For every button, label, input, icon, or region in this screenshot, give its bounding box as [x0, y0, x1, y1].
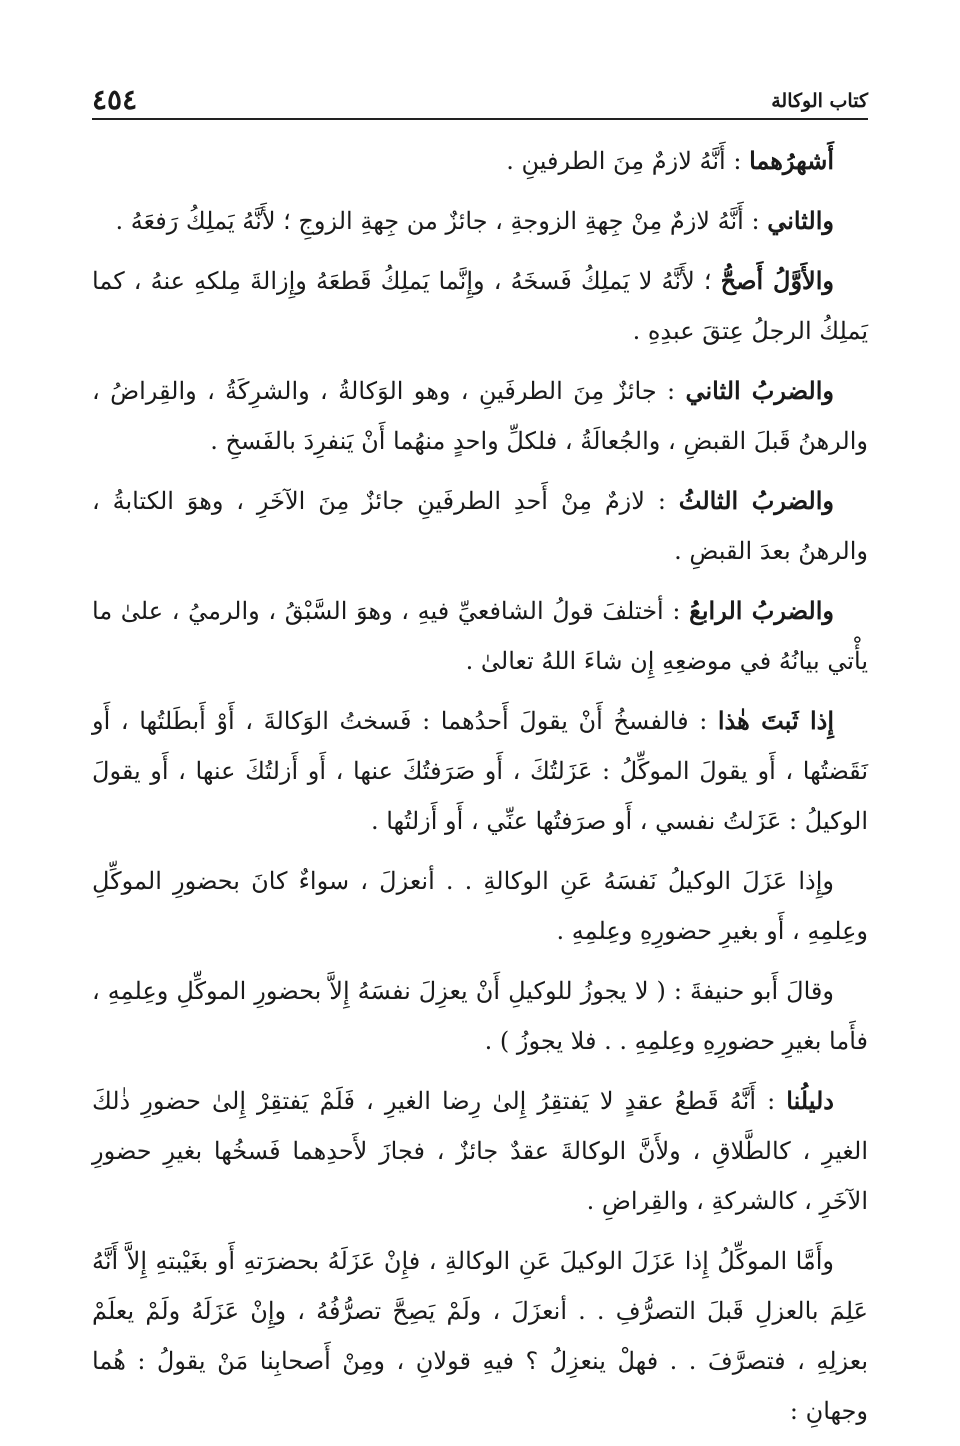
page-number: ٤٥٤: [92, 83, 138, 116]
paragraph-lead: والضربُ الرابعُ: [689, 596, 834, 625]
paragraph-text: : فالفسخُ أَنْ يقولَ أَحدُهما : فَسختُ الوَكالةَ ، أَوْ أَبطَلتُها ، أَو نَقَضتُها ، أَو يقولَ الموكِّلُ : عَزَلتُكَ ، أَو صَرَفتُكَ عنها ، أَو أَزلتُكَ عنها ، أَو يقولَ الوكيلُ : عَزَلتُ نفسي ، أَو صرَفتُها عنِّي ، أَو أَزلتُها .: [92, 707, 869, 835]
paragraph-text: : لازمٌ مِنْ أَحدِ الطرفَينِ جائزٌ مِنَ الآخَرِ ، وهوَ الكتابةُ ، والرهنُ بعدَ القبضِ .: [92, 487, 868, 565]
paragraph-text: وقالَ أَبو حنيفةَ : ( لا يجوزُ للوكيلِ أَنْ يعزِلَ نفسَهُ إِلاَّ بحضورِ الموكِّلِ وعِلمِهِ ، فأَما بغيرِ حضورِهِ وعِلمِهِ . . فلا يجوزُ ) .: [92, 977, 868, 1055]
paragraph: [92, 1236, 868, 1436]
paragraph: [92, 366, 868, 466]
paragraph: [92, 476, 868, 576]
paragraph-lead: والأَوَّلُ أَصحُّ: [720, 266, 835, 295]
paragraph-text: وإِذا عَزَلَ الوكيلُ نَفسَهُ عَنِ الوكالةِ . . أنعزلَ ، سواءٌ كانَ بحضورِ الموكِّلِ وعِلمِهِ ، أَو بغيرِ حضورِهِ وعِلمِهِ .: [92, 867, 868, 945]
paragraph-text: : أَنَّهُ قَطعُ عقدٍ لا يَفتقِرُ إِلىٰ رِضا الغيرِ ، فَلَمْ يَفتقِرْ إِلىٰ حضورِ ذٰلكَ الغيرِ ، كالطَّلاقِ ، ولأَنَّ الوكالةَ عقدٌ جائزٌ ، فجازَ لأَحدِهما فَسخُها بغيرِ حضورِ الآخَرِ ، كالشركةِ ، والقِراضِ .: [92, 1087, 868, 1215]
paragraph-text: : أَنَّهُ لازمٌ مِنْ جِهةِ الزوجةِ ، جائزٌ من جِهةِ الزوجِ ؛ لأَنَّهُ يَملِكُ رَفعَهُ .: [115, 207, 768, 235]
paragraph-lead: دليلُنا: [786, 1086, 834, 1115]
paragraph: [92, 696, 868, 846]
paragraph-text: وأَمَّا الموكِّلُ إِذا عَزَلَ الوكيلَ عَنِ الوكالةِ ، فإِنْ عَزَلَهُ بحضرَتهِ أَو بغَيْبتهِ إِلاَّ أَنَّهُ عَلِمَ بالعزلِ قَبلَ التصرُّفِ . . أنعزَلَ ، ولَمْ يَصِحَّ تصرُّفُهُ ، وإِنْ عَزَلَهُ ولَمْ يعلَمْ بعزلِهِ ، فتصرَّفَ . . فهلْ ينعزِلُ ؟ فيهِ قولانِ ، ومِنْ أَصحابِنا مَنْ يقولُ : هُما وجهانِ :: [92, 1247, 868, 1425]
paragraph-text: ؛ لأَنَّهُ لا يَملِكُ فَسخَهُ ، وإِنَّما يَملِكُ قَطعَهُ وإِزالةَ مِلكهِ عنهُ ، كما يَملِكُ الرجلُ عِتقَ عبدِهِ .: [92, 267, 868, 345]
page-header: [92, 84, 868, 120]
paragraph: [92, 966, 868, 1066]
book-title: كتاب الوكالة: [771, 90, 868, 112]
paragraph-lead: والضربُ الثاني: [685, 376, 834, 405]
paragraph: [92, 196, 868, 246]
paragraph: [92, 256, 868, 356]
paragraph-lead: والثاني: [767, 206, 834, 235]
paragraph-lead: إِذا ثَبتَ هٰذا: [717, 706, 834, 735]
paragraph-text: : أختلفَ قولُ الشافعيِّ فيهِ ، وهوَ السَّبْقُ ، والرميُ ، علىٰ ما يأْتي بيانُهُ في موضعِهِ إِن شاءَ اللهُ تعالىٰ .: [92, 597, 868, 675]
paragraph: [92, 586, 868, 686]
paragraph: [92, 136, 868, 186]
paragraph-lead: أَشهرُهما: [749, 146, 834, 175]
paragraph: [92, 1076, 868, 1226]
paragraph: [92, 856, 868, 956]
paragraph-lead: والضربُ الثالثُ: [678, 486, 834, 515]
page-body: [92, 136, 868, 1446]
paragraph-text: : أَنَّهُ لازمٌ مِنَ الطرفينِ .: [506, 147, 750, 175]
paragraph-text: : جائزٌ مِنَ الطرفَينِ ، وهو الوَكالةُ ، والشرِكَةُ ، والقِراضُ ، والرهنُ قَبلَ القبضِ ، والجُعالَةُ ، فلكلِّ واحدٍ منهُما أَنْ يَنفرِدَ بالفَسخِ .: [92, 377, 868, 455]
